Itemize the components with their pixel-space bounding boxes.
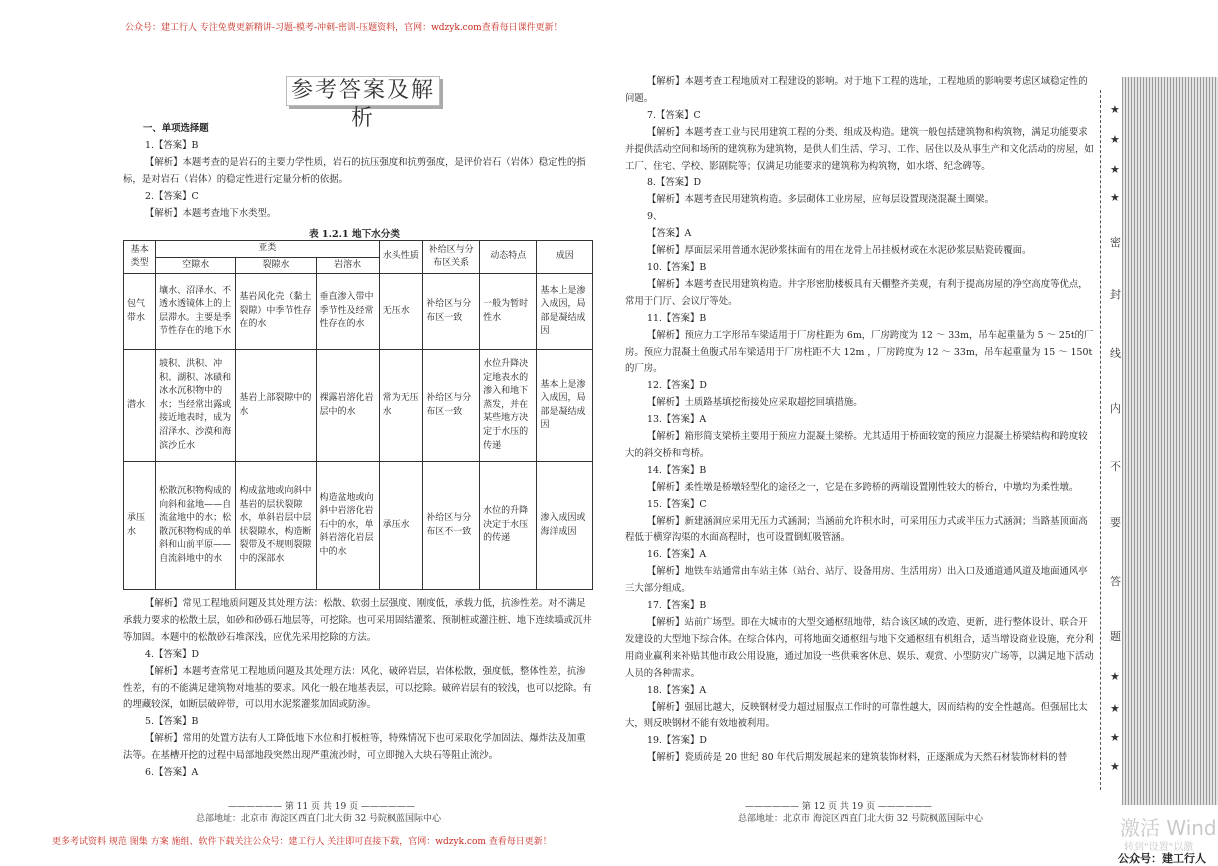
table-row [124,350,593,462]
explanation-paragraph: 【解析】新建涵洞应采用无压力式涵洞；当涵前允许积水时，可采用压力式或半压力式涵洞；当路基顶面高程低于横穿沟渠的水面高程时，也可设置倒虹吸管涵。 [625,515,1088,544]
table-cell: 基本上是渗入成因，局部是凝结成因 [537,274,593,350]
table-cell: 补给区与分布区一致 [423,274,480,350]
binding-line [1100,90,1101,790]
table-header: 补给区与分布区关系 [423,241,480,274]
brand-caption: 公众号：建工行人 [1118,852,1206,865]
explanation-paragraph: 【解析】常见工程地质问题及其处理方法：松散、软弱土层强度、刚度低，承载力低，抗渗性差。对不满足承载力要求的松散土层，如砂和砂砾石地层等，可挖除。也可采用固结灌浆、预制桩或灌注桩、地下连续墙或沉井等加固。本题中的松散砂石堆深浅，应优先采用挖除的方法。 [123,598,592,643]
table-cell: 承压水 [379,462,423,590]
explanation-paragraph: 【解析】预应力工字形吊车梁适用于厂房柱距为 6m，厂房跨度为 12 ～ 33m，吊车起重量为 5 ～ 25t的厂房。预应力混凝土鱼腹式吊车梁适用于厂房柱距不大 12m ，厂房跨度为 12 ～ 33m，吊车起重量为 15 ～ 150t的厂房。 [625,329,1094,375]
left-page [123,121,593,222]
seal-character: 要 [1110,516,1121,529]
table-header: 动态特点 [480,241,537,274]
star-icon: ★ [1110,731,1120,744]
section-heading: 一、单项选择题 [143,123,209,134]
answer-line: 6.【答案】A [145,767,199,779]
star-icon: ★ [1110,670,1120,683]
table-cell: 渗入成因或海洋成因 [537,462,593,590]
explanation-paragraph: 【解析】本题考查工业与民用建筑工程的分类、组成及构造。建筑一般包括建筑物和构筑物，满足功能要求并提供活动空间和场所的建筑称为建筑物，是供人们生活、学习、工作、居住以及从事生产和文化活动的房屋，如工厂、住宅、学校、影剧院等；仅满足功能要求的建筑称为构筑物，如水塔、纪念碑等。 [625,126,1094,172]
answer-line: 16.【答案】A [647,549,707,561]
seal-character: 密 [1110,236,1121,249]
activation-watermark: 激活 Wind [1120,816,1217,840]
explanation-paragraph: 【解析】本题考查的是岩石的主要力学性质，岩石的抗压强度和抗剪强度，是评价岩石（岩体）稳定性的指标，是对岩石（岩体）的稳定性进行定量分析的依据。 [123,156,586,185]
explanation-paragraph: 【解析】地铁车站通常由车站主体（站台、站厅、设备用房、生活用房）出入口及通道通风道及地面通风亭三大部分组成。 [625,566,1088,595]
star-icon: ★ [1110,702,1120,715]
page-number: —————— 第 12 页 共 19 页 —————— [745,802,932,812]
seal-character: 内 [1110,402,1121,415]
table-cell: 补给区与分布区一致 [423,350,480,462]
table-header: 水头性质 [379,241,423,274]
page-title: 参考答案及解析 [286,76,440,106]
star-icon: ★ [1110,103,1120,116]
table-cell: 基本上是渗入成因，局部是凝结成因 [537,350,593,462]
table-cell: 裸露岩溶化岩层中的水 [316,350,379,462]
table-header: 成因 [537,241,593,274]
binding-strip [1122,77,1218,805]
table-cell: 坡积、洪积、冲积、湖积、冰碛和冰水沉积物中的水；当经常出露或接近地表时，成为沼泽水、沙漠和海滨沙丘水 [156,350,236,462]
table-row [124,462,593,590]
table-header: 亚类 [156,241,379,258]
answer-line: 12.【答案】D [647,380,707,392]
explanation-paragraph: 【解析】厚面层采用普通水泥砂浆抹面有的用在龙骨上吊挂板材或在水泥砂浆层贴瓷砖覆面。 [647,245,1032,257]
answer-line: 2.【答案】C [145,190,199,202]
explanation-paragraph: 【解析】强屈比越大，反映钢材受力超过屈服点工作时的可靠性越大，因而结构的安全性越高。但强屈比太大，则反映钢材不能有效地被利用。 [625,701,1088,730]
explanation-paragraph: 【解析】站前广场型。即在大城市的大型交通枢纽地带，结合该区域的改造、更新，进行整体设计、联合开发建设的大型地下综合体。在综合体内，可将地面交通枢纽与地下交通枢纽有机组合，适当增设商业设施，充分利用商业赢利来补贴其他市政公用设施，通过加设一些供乘客休息、娱乐、观赏、小型防灾广场等，以满足地下活动人员的各种需求。 [625,617,1094,679]
groundwater-table [123,240,593,590]
answer-line: 11.【答案】B [647,312,707,324]
explanation-paragraph: 【解析】本题考查民用建筑构造。井字形密肋楼板具有天棚整齐美观，有利于提高房屋的净空高度等优点，常用于门厅、会议厅等处。 [625,278,1088,307]
answer-line: 7.【答案】C [647,109,701,121]
explanation-paragraph: 【解析】土质路基填挖衔接处应采取超挖回填措施。 [647,397,863,409]
answer-line: 17.【答案】B [647,600,707,612]
table-cell: 构成盆地或向斜中基岩的层状裂隙水，单斜岩层中层状裂隙水，构造断裂带及不规则裂隙中的深部水 [236,462,316,590]
activation-watermark-sub: 转到"设置"以激 [1124,842,1194,853]
explanation-paragraph: 【解析】箱形简支梁桥主要用于预应力混凝土梁桥。尤其适用于桥面较宽的预应力混凝土桥梁结构和跨度较大的斜交桥和弯桥。 [625,431,1088,459]
top-banner: 公众号：建工行人 专注免费更新精讲-习题-模考-冲刺-密训-压题资料，官网：wdzyk.com查看每日课件更新！ [125,23,563,33]
answer-line: 14.【答案】B [647,464,707,476]
table-cell: 松散沉积物构成的向斜和盆地——自流盆地中的水；松散沉积物构成的单斜和山前平原——自流斜地中的水 [156,462,236,590]
star-icon: ★ [1110,163,1120,176]
seal-character: 封 [1110,288,1121,301]
table-cell: 常为无压水 [379,350,423,462]
explanation-paragraph: 【解析】柔性墩是桥墩轻型化的途径之一，它是在多跨桥的两端设置刚性较大的桥台，中墩均为柔性墩。 [647,481,1079,493]
explanation-paragraph: 【解析】常用的处置方法有人工降低地下水位和打板桩等，特殊情况下也可采取化学加固法、爆炸法及加重法等。在基槽开挖的过程中局部地段突然出现严重流沙时，可立即抛入大块石等阻止流沙。 [123,733,586,762]
left-page-continued [123,596,593,782]
seal-character: 不 [1110,460,1121,473]
table-cell: 构造盆地或向斜中岩溶化岩石中的水，单斜岩溶化岩层中的水 [316,462,379,590]
table-cell: 无压水 [379,274,423,350]
table-header: 裂隙水 [236,257,316,274]
answer-line: 13.【答案】A [647,414,707,426]
table-cell: 潜水 [124,350,156,462]
explanation-paragraph: 【解析】本题考查工程地质对工程建设的影响。对于地下工程的选址，工程地质的影响要考虑区域稳定性的问题。 [625,76,1088,104]
answer-line: 15.【答案】C [647,498,707,510]
table-caption: 表 1.2.1 地下水分类 [309,229,400,240]
seal-character: 答 [1110,575,1121,588]
star-icon: ★ [1110,760,1120,773]
table-cell: 补给区与分布区不一致 [423,462,480,590]
footer-address: 总部地址：北京市 海淀区西直门北大街 32 号院枫蓝国际中心 [196,814,442,824]
page-number: —————— 第 11 页 共 19 页 —————— [228,802,415,812]
table-cell: 垂直渗入带中季节性及经常性存在的水 [316,274,379,350]
explanation-paragraph: 【解析】本题考查地下水类型。 [145,207,277,219]
answer-line: 10.【答案】B [647,261,707,273]
seal-character: 题 [1110,630,1121,643]
table-cell: 包气带水 [124,274,156,350]
seal-character: 线 [1110,347,1121,360]
answer-line: 4.【答案】D [145,648,199,660]
star-icon: ★ [1110,191,1120,204]
star-icon: ★ [1110,133,1120,146]
explanation-paragraph: 【解析】本题考查民用建筑构造。多层砌体工业房屋，应每层设置现浇混凝土圈梁。 [647,194,994,206]
table-header: 岩溶水 [316,257,379,274]
table-header: 基本类型 [124,241,156,274]
explanation-paragraph: 【解析】本题考查常见工程地质问题及其处理方法：风化、破碎岩层，岩体松散，强度低，整体性差，抗渗性差，有的不能满足建筑物对地基的要求。风化一般在地基表层，可以挖除。破碎岩层有的较浅，也可以挖除。有的埋藏较深，如断层破碎带，可以用水泥浆灌浆加固或防渗。 [123,665,592,711]
right-page [625,74,1095,767]
table-cell: 基岩上部裂隙中的水 [236,350,316,462]
table-cell: 水位的升降决定于水压的传递 [480,462,537,590]
bottom-banner: 更多考试资料 规范 图集 方案 施组、软件下载关注公众号：建工行人 关注即可直接下载，官网：wdzyk.com 查看每日更新！ [52,837,552,847]
answer-line: 19.【答案】D [647,735,707,747]
table-cell: 承压水 [124,462,156,590]
answer-line: 5.【答案】B [145,716,199,728]
table-row [124,274,593,350]
answer-line: 18.【答案】A [647,684,707,696]
answer-line: 9、 [647,211,663,223]
answer-line: 8.【答案】D [647,177,701,189]
explanation-paragraph: 【解析】瓷质砖是 20 世纪 80 年代后期发展起来的建筑装饰材料，正逐渐成为天然石材装饰材料的替 [647,752,1068,764]
table-cell: 壤水、沼泽水、不透水透镜体上的上层滞水。主要是季节性存在的地下水 [156,274,236,350]
footer-address: 总部地址：北京市 海淀区西直门北大街 32 号院枫蓝国际中心 [738,814,984,824]
table-cell: 一般为暂时性水 [480,274,537,350]
table-cell: 基岩风化壳（黏土裂隙）中季节性存在的水 [236,274,316,350]
table-header: 空隙水 [156,257,236,274]
answer-line: 【答案】A [647,228,692,240]
table-cell: 水位升降决定地表水的渗入和地下蒸发，并在某些地方决定于水压的传递 [480,350,537,462]
answer-line: 1.【答案】B [145,139,199,151]
